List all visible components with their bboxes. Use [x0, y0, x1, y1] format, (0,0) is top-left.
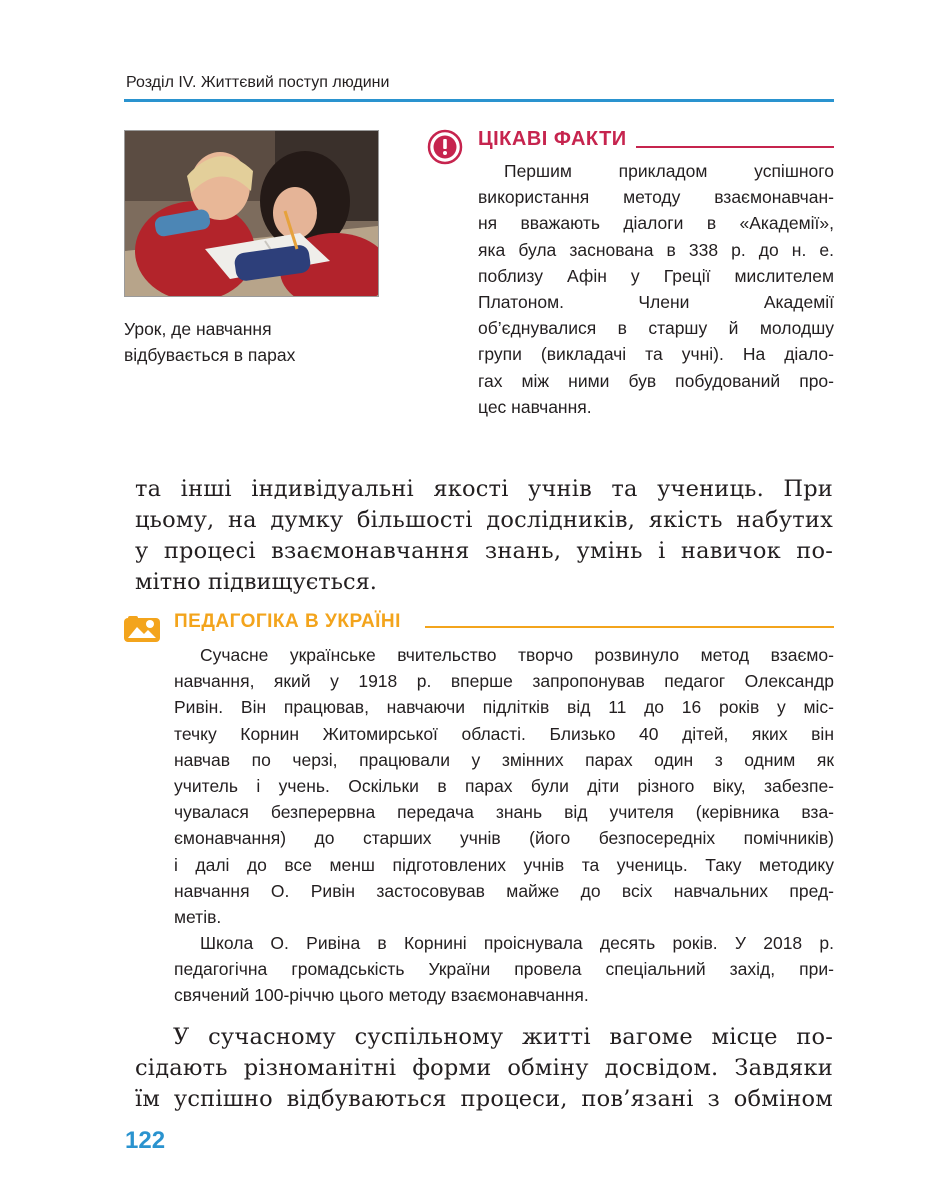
- pedagogy-line: навчання, який у 1918 р. вперше запропонував педагог Олександр: [174, 671, 834, 692]
- facts-line: групи (викладачі та учні). На діало-: [478, 344, 834, 365]
- caption-line: відбувається в парах: [124, 345, 296, 365]
- photo-gallery-icon: [124, 616, 160, 642]
- page-number: 122: [125, 1127, 166, 1154]
- pedagogy-line: педагогічна громадськість України провела спеціальний захід, при-: [174, 959, 834, 980]
- facts-line: гах між ними був побудований про-: [478, 370, 834, 391]
- main-paragraph-2: [135, 1022, 833, 1115]
- pedagogy-line: Школа О. Ривіна в Корнині проіснувала десять років. У 2018 р.: [200, 933, 834, 954]
- facts-title: ЦІКАВІ ФАКТИ: [478, 128, 627, 150]
- photo-caption: [124, 316, 364, 368]
- paragraph-line: мітно підвищується.: [135, 569, 377, 595]
- facts-line: ня вважають діалоги в «Академії»,: [478, 213, 834, 234]
- facts-title-rule: [636, 146, 834, 148]
- exclamation-circle-icon: [427, 129, 463, 165]
- paragraph-line: у процесі взаємонавчання знань, умінь і навичок по-: [135, 538, 833, 564]
- pedagogy-line: чувалася безперервна передача знань від учителя (керівника вза-: [174, 802, 834, 823]
- pedagogy-text: [174, 642, 834, 1009]
- paragraph-line: їм успішно відбуваються процеси, пов’язані з обміном: [135, 1086, 833, 1112]
- pedagogy-line: учитель і учень. Оскільки в парах були діти різного віку, забезпе-: [174, 775, 834, 796]
- pedagogy-line: свячений 100-річчю цього методу взаємонавчання.: [174, 985, 589, 1006]
- pedagogy-line: і далі до все менш підготовлених учнів та учениць. Таку методику: [174, 854, 834, 875]
- header-divider: [124, 99, 834, 102]
- pedagogy-line: Ривін. Він працював, навчаючи підлітків від 11 до 16 років у міс-: [174, 697, 834, 718]
- main-paragraph-1: [135, 474, 833, 598]
- paragraph-line: цьому, на думку більшості дослідників, якість набутих: [135, 507, 833, 533]
- chapter-header: Розділ IV. Життєвий поступ людини: [126, 74, 390, 91]
- caption-line: Урок, де навчання: [124, 319, 272, 339]
- pedagogy-title-rule: [425, 626, 834, 628]
- facts-line: поблизу Афін у Греції мислителем: [478, 265, 834, 286]
- pedagogy-line: навчання О. Ривін застосовував майже до всіх навчальних пред-: [174, 880, 834, 901]
- pedagogy-line: Сучасне українське вчительство творчо розвинуло метод взаємо-: [200, 645, 834, 665]
- facts-line: використання методу взаємонавчан-: [478, 187, 834, 208]
- facts-line: яка була заснована в 338 р. до н. е.: [478, 239, 834, 260]
- facts-text: [478, 158, 834, 420]
- pedagogy-line: течку Корнин Житомирської області. Близько 40 дітей, яких він: [174, 723, 834, 744]
- paragraph-line: сідають різноманітні форми обміну досвідом. Завдяки: [135, 1055, 833, 1081]
- facts-line: Першим прикладом успішного: [504, 161, 834, 181]
- facts-line: Платоном. Члени Академії: [478, 291, 834, 312]
- pedagogy-line: метів.: [174, 906, 222, 927]
- facts-line: об’єднувалися в старшу й молодшу: [478, 318, 834, 339]
- paragraph-line: У сучасному суспільному житті вагоме місце по-: [173, 1024, 833, 1050]
- pedagogy-line: ємонавчання) до старших учнів (його безпосередніх помічників): [174, 828, 834, 849]
- facts-line: цес навчання.: [478, 396, 592, 417]
- pedagogy-title: ПЕДАГОГІКА В УКРАЇНІ: [174, 611, 401, 632]
- pedagogy-line: навчав по черзі, працювали у змінних парах один з одним як: [174, 749, 834, 770]
- paragraph-line: та інші індивідуальні якості учнів та учениць. При: [135, 476, 833, 502]
- classroom-photo: [124, 130, 379, 297]
